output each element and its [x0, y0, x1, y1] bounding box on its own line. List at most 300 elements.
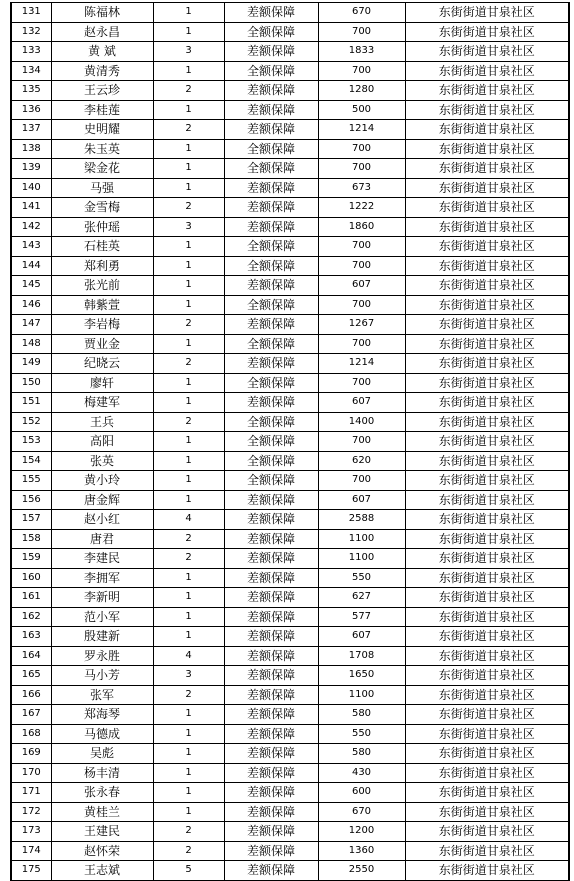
household-size-cell: 1 — [153, 334, 224, 354]
row-number-cell: 167 — [11, 705, 51, 725]
table-row — [11, 3, 569, 23]
table-row — [11, 120, 569, 140]
table-row — [11, 646, 569, 666]
household-size-cell: 1 — [153, 763, 224, 783]
name-cell: 赵怀荣 — [51, 841, 153, 861]
amount-cell: 1708 — [318, 646, 405, 666]
table-row — [11, 627, 569, 647]
table-row — [11, 607, 569, 627]
community-cell: 东街街道甘泉社区 — [405, 607, 569, 627]
row-number-cell: 174 — [11, 841, 51, 861]
community-cell: 东街街道甘泉社区 — [405, 685, 569, 705]
row-number-cell: 160 — [11, 568, 51, 588]
name-cell: 马德成 — [51, 724, 153, 744]
row-number-cell: 175 — [11, 861, 51, 881]
household-size-cell: 1 — [153, 276, 224, 296]
row-number-cell: 163 — [11, 627, 51, 647]
table-row — [11, 139, 569, 159]
table-row — [11, 841, 569, 861]
name-cell: 韩紫萱 — [51, 295, 153, 315]
household-size-cell: 1 — [153, 373, 224, 393]
household-size-cell: 1 — [153, 568, 224, 588]
row-number-cell: 159 — [11, 549, 51, 569]
table-row — [11, 295, 569, 315]
assistance-type-cell: 差额保障 — [224, 861, 318, 881]
household-size-cell: 2 — [153, 315, 224, 335]
community-cell: 东街街道甘泉社区 — [405, 568, 569, 588]
amount-cell: 670 — [318, 3, 405, 23]
amount-cell: 700 — [318, 237, 405, 257]
row-number-cell: 137 — [11, 120, 51, 140]
row-number-cell: 161 — [11, 588, 51, 608]
community-cell: 东街街道甘泉社区 — [405, 354, 569, 374]
name-cell: 黄桂兰 — [51, 802, 153, 822]
amount-cell: 580 — [318, 705, 405, 725]
household-size-cell: 1 — [153, 393, 224, 413]
row-number-cell: 143 — [11, 237, 51, 257]
name-cell: 高阳 — [51, 432, 153, 452]
household-size-cell: 1 — [153, 588, 224, 608]
amount-cell: 1222 — [318, 198, 405, 218]
name-cell: 唐金辉 — [51, 490, 153, 510]
assistance-type-cell: 全额保障 — [224, 412, 318, 432]
amount-cell: 700 — [318, 159, 405, 179]
table-row — [11, 373, 569, 393]
row-number-cell: 154 — [11, 451, 51, 471]
table-row — [11, 510, 569, 530]
row-number-cell: 171 — [11, 783, 51, 803]
amount-cell: 700 — [318, 139, 405, 159]
community-cell: 东街街道甘泉社区 — [405, 451, 569, 471]
assistance-type-cell: 差额保障 — [224, 490, 318, 510]
community-cell: 东街街道甘泉社区 — [405, 198, 569, 218]
community-cell: 东街街道甘泉社区 — [405, 783, 569, 803]
assistance-type-cell: 全额保障 — [224, 471, 318, 491]
row-number-cell: 140 — [11, 178, 51, 198]
row-number-cell: 153 — [11, 432, 51, 452]
table-row — [11, 666, 569, 686]
assistance-type-cell: 差额保障 — [224, 393, 318, 413]
household-size-cell: 3 — [153, 217, 224, 237]
amount-cell: 620 — [318, 451, 405, 471]
amount-cell: 500 — [318, 100, 405, 120]
name-cell: 廖轩 — [51, 373, 153, 393]
name-cell: 李桂莲 — [51, 100, 153, 120]
name-cell: 王兵 — [51, 412, 153, 432]
name-cell: 纪晓云 — [51, 354, 153, 374]
assistance-type-cell: 差额保障 — [224, 178, 318, 198]
community-cell: 东街街道甘泉社区 — [405, 646, 569, 666]
assistance-type-cell: 差额保障 — [224, 217, 318, 237]
table-row — [11, 724, 569, 744]
name-cell: 张军 — [51, 685, 153, 705]
row-number-cell: 156 — [11, 490, 51, 510]
amount-cell: 607 — [318, 627, 405, 647]
assistance-type-cell: 差额保障 — [224, 120, 318, 140]
table-row — [11, 276, 569, 296]
amount-cell: 1860 — [318, 217, 405, 237]
household-size-cell: 2 — [153, 81, 224, 101]
household-size-cell: 1 — [153, 607, 224, 627]
row-number-cell: 162 — [11, 607, 51, 627]
amount-cell: 700 — [318, 22, 405, 42]
table-row — [11, 256, 569, 276]
table-row — [11, 588, 569, 608]
table-row — [11, 178, 569, 198]
assistance-type-cell: 全额保障 — [224, 432, 318, 452]
table-row — [11, 237, 569, 257]
household-size-cell: 1 — [153, 178, 224, 198]
assistance-type-cell: 全额保障 — [224, 373, 318, 393]
row-number-cell: 155 — [11, 471, 51, 491]
household-size-cell: 2 — [153, 841, 224, 861]
household-size-cell: 1 — [153, 802, 224, 822]
table-row — [11, 490, 569, 510]
amount-cell: 1200 — [318, 822, 405, 842]
name-cell: 马强 — [51, 178, 153, 198]
name-cell: 赵小红 — [51, 510, 153, 530]
assistance-type-cell: 差额保障 — [224, 100, 318, 120]
community-cell: 东街街道甘泉社区 — [405, 529, 569, 549]
assistance-type-cell: 差额保障 — [224, 529, 318, 549]
assistance-type-cell: 差额保障 — [224, 510, 318, 530]
community-cell: 东街街道甘泉社区 — [405, 822, 569, 842]
table-row — [11, 705, 569, 725]
community-cell: 东街街道甘泉社区 — [405, 139, 569, 159]
assistance-type-cell: 差额保障 — [224, 3, 318, 23]
community-cell: 东街街道甘泉社区 — [405, 315, 569, 335]
table-row — [11, 549, 569, 569]
table-row — [11, 81, 569, 101]
community-cell: 东街街道甘泉社区 — [405, 490, 569, 510]
row-number-cell: 166 — [11, 685, 51, 705]
amount-cell: 2588 — [318, 510, 405, 530]
table-row — [11, 529, 569, 549]
household-size-cell: 1 — [153, 471, 224, 491]
amount-cell: 1360 — [318, 841, 405, 861]
assistance-type-cell: 全额保障 — [224, 295, 318, 315]
table-row — [11, 22, 569, 42]
row-number-cell: 138 — [11, 139, 51, 159]
name-cell: 郑利勇 — [51, 256, 153, 276]
table-row — [11, 451, 569, 471]
amount-cell: 1267 — [318, 315, 405, 335]
household-size-cell: 2 — [153, 549, 224, 569]
assistance-type-cell: 差额保障 — [224, 81, 318, 101]
community-cell: 东街街道甘泉社区 — [405, 295, 569, 315]
amount-cell: 550 — [318, 724, 405, 744]
assistance-type-cell: 差额保障 — [224, 568, 318, 588]
household-size-cell: 1 — [153, 61, 224, 81]
household-size-cell: 2 — [153, 412, 224, 432]
household-size-cell: 1 — [153, 295, 224, 315]
name-cell: 赵永昌 — [51, 22, 153, 42]
assistance-type-cell: 差额保障 — [224, 627, 318, 647]
name-cell: 梅建军 — [51, 393, 153, 413]
household-size-cell: 1 — [153, 744, 224, 764]
name-cell: 贾业金 — [51, 334, 153, 354]
row-number-cell: 139 — [11, 159, 51, 179]
amount-cell: 1400 — [318, 412, 405, 432]
row-number-cell: 148 — [11, 334, 51, 354]
assistance-type-cell: 差额保障 — [224, 549, 318, 569]
household-size-cell: 1 — [153, 451, 224, 471]
amount-cell: 700 — [318, 432, 405, 452]
name-cell: 李拥军 — [51, 568, 153, 588]
amount-cell: 607 — [318, 490, 405, 510]
assistance-type-cell: 差额保障 — [224, 763, 318, 783]
name-cell: 殷建新 — [51, 627, 153, 647]
household-size-cell: 1 — [153, 159, 224, 179]
assistance-type-cell: 差额保障 — [224, 783, 318, 803]
row-number-cell: 134 — [11, 61, 51, 81]
household-size-cell: 1 — [153, 783, 224, 803]
amount-cell: 430 — [318, 763, 405, 783]
amount-cell: 700 — [318, 373, 405, 393]
community-cell: 东街街道甘泉社区 — [405, 627, 569, 647]
table-row — [11, 315, 569, 335]
assistance-type-cell: 差额保障 — [224, 705, 318, 725]
community-cell: 东街街道甘泉社区 — [405, 178, 569, 198]
row-number-cell: 141 — [11, 198, 51, 218]
amount-cell: 700 — [318, 256, 405, 276]
name-cell: 马小芳 — [51, 666, 153, 686]
row-number-cell: 147 — [11, 315, 51, 335]
community-cell: 东街街道甘泉社区 — [405, 412, 569, 432]
row-number-cell: 135 — [11, 81, 51, 101]
assistance-type-cell: 差额保障 — [224, 802, 318, 822]
amount-cell: 1280 — [318, 81, 405, 101]
row-number-cell: 152 — [11, 412, 51, 432]
name-cell: 陈福林 — [51, 3, 153, 23]
row-number-cell: 149 — [11, 354, 51, 374]
name-cell: 李新明 — [51, 588, 153, 608]
name-cell: 范小军 — [51, 607, 153, 627]
household-size-cell: 1 — [153, 432, 224, 452]
household-size-cell: 1 — [153, 256, 224, 276]
community-cell: 东街街道甘泉社区 — [405, 159, 569, 179]
household-size-cell: 1 — [153, 3, 224, 23]
table-row — [11, 198, 569, 218]
name-cell: 朱玉英 — [51, 139, 153, 159]
assistance-type-cell: 差额保障 — [224, 822, 318, 842]
row-number-cell: 142 — [11, 217, 51, 237]
amount-cell: 673 — [318, 178, 405, 198]
name-cell: 吴彪 — [51, 744, 153, 764]
assistance-type-cell: 差额保障 — [224, 42, 318, 62]
household-size-cell: 1 — [153, 724, 224, 744]
name-cell: 史明耀 — [51, 120, 153, 140]
community-cell: 东街街道甘泉社区 — [405, 432, 569, 452]
assistance-type-cell: 全额保障 — [224, 237, 318, 257]
table-row — [11, 334, 569, 354]
community-cell: 东街街道甘泉社区 — [405, 334, 569, 354]
household-size-cell: 2 — [153, 685, 224, 705]
row-number-cell: 173 — [11, 822, 51, 842]
table-row — [11, 763, 569, 783]
household-size-cell: 2 — [153, 354, 224, 374]
row-number-cell: 145 — [11, 276, 51, 296]
amount-cell: 1100 — [318, 549, 405, 569]
community-cell: 东街街道甘泉社区 — [405, 471, 569, 491]
community-cell: 东街街道甘泉社区 — [405, 373, 569, 393]
household-size-cell: 3 — [153, 42, 224, 62]
assistance-type-cell: 差额保障 — [224, 841, 318, 861]
row-number-cell: 132 — [11, 22, 51, 42]
household-size-cell: 2 — [153, 822, 224, 842]
assistance-type-cell: 差额保障 — [224, 744, 318, 764]
name-cell: 梁金花 — [51, 159, 153, 179]
name-cell: 杨丰清 — [51, 763, 153, 783]
amount-cell: 700 — [318, 61, 405, 81]
community-cell: 东街街道甘泉社区 — [405, 3, 569, 23]
household-size-cell: 1 — [153, 490, 224, 510]
name-cell: 张英 — [51, 451, 153, 471]
row-number-cell: 144 — [11, 256, 51, 276]
assistance-type-cell: 全额保障 — [224, 139, 318, 159]
table-row — [11, 802, 569, 822]
amount-cell: 1100 — [318, 529, 405, 549]
community-cell: 东街街道甘泉社区 — [405, 256, 569, 276]
amount-cell: 550 — [318, 568, 405, 588]
row-number-cell: 131 — [11, 3, 51, 23]
row-number-cell: 164 — [11, 646, 51, 666]
name-cell: 黄小玲 — [51, 471, 153, 491]
household-size-cell: 3 — [153, 666, 224, 686]
table-row — [11, 432, 569, 452]
community-cell: 东街街道甘泉社区 — [405, 666, 569, 686]
table-row — [11, 568, 569, 588]
community-cell: 东街街道甘泉社区 — [405, 393, 569, 413]
assistance-type-cell: 差额保障 — [224, 724, 318, 744]
community-cell: 东街街道甘泉社区 — [405, 120, 569, 140]
name-cell: 李建民 — [51, 549, 153, 569]
community-cell: 东街街道甘泉社区 — [405, 61, 569, 81]
table-row — [11, 217, 569, 237]
community-cell: 东街街道甘泉社区 — [405, 510, 569, 530]
row-number-cell: 151 — [11, 393, 51, 413]
table-body — [11, 3, 569, 881]
row-number-cell: 170 — [11, 763, 51, 783]
amount-cell: 700 — [318, 471, 405, 491]
assistance-type-cell: 全额保障 — [224, 159, 318, 179]
household-size-cell: 1 — [153, 22, 224, 42]
recipient-table — [10, 2, 570, 881]
row-number-cell: 172 — [11, 802, 51, 822]
amount-cell: 1214 — [318, 354, 405, 374]
household-size-cell: 2 — [153, 198, 224, 218]
community-cell: 东街街道甘泉社区 — [405, 549, 569, 569]
row-number-cell: 136 — [11, 100, 51, 120]
household-size-cell: 1 — [153, 100, 224, 120]
assistance-type-cell: 差额保障 — [224, 646, 318, 666]
assistance-type-cell: 差额保障 — [224, 354, 318, 374]
table-row — [11, 471, 569, 491]
community-cell: 东街街道甘泉社区 — [405, 588, 569, 608]
community-cell: 东街街道甘泉社区 — [405, 276, 569, 296]
amount-cell: 670 — [318, 802, 405, 822]
assistance-type-cell: 差额保障 — [224, 276, 318, 296]
assistance-type-cell: 差额保障 — [224, 685, 318, 705]
name-cell: 黄清秀 — [51, 61, 153, 81]
amount-cell: 1214 — [318, 120, 405, 140]
row-number-cell: 168 — [11, 724, 51, 744]
household-size-cell: 1 — [153, 237, 224, 257]
row-number-cell: 169 — [11, 744, 51, 764]
table-row — [11, 861, 569, 881]
name-cell: 李岩梅 — [51, 315, 153, 335]
table-row — [11, 159, 569, 179]
name-cell: 张光前 — [51, 276, 153, 296]
amount-cell: 580 — [318, 744, 405, 764]
community-cell: 东街街道甘泉社区 — [405, 861, 569, 881]
amount-cell: 700 — [318, 295, 405, 315]
row-number-cell: 150 — [11, 373, 51, 393]
community-cell: 东街街道甘泉社区 — [405, 100, 569, 120]
amount-cell: 2550 — [318, 861, 405, 881]
assistance-type-cell: 差额保障 — [224, 198, 318, 218]
community-cell: 东街街道甘泉社区 — [405, 22, 569, 42]
name-cell: 王志斌 — [51, 861, 153, 881]
household-size-cell: 4 — [153, 510, 224, 530]
row-number-cell: 158 — [11, 529, 51, 549]
community-cell: 东街街道甘泉社区 — [405, 744, 569, 764]
name-cell: 黄 斌 — [51, 42, 153, 62]
table-row — [11, 685, 569, 705]
row-number-cell: 133 — [11, 42, 51, 62]
table-row — [11, 100, 569, 120]
name-cell: 王云珍 — [51, 81, 153, 101]
amount-cell: 600 — [318, 783, 405, 803]
community-cell: 东街街道甘泉社区 — [405, 802, 569, 822]
table-row — [11, 783, 569, 803]
amount-cell: 607 — [318, 276, 405, 296]
name-cell: 石桂英 — [51, 237, 153, 257]
name-cell: 王建民 — [51, 822, 153, 842]
name-cell: 张仲瑶 — [51, 217, 153, 237]
assistance-type-cell: 全额保障 — [224, 61, 318, 81]
assistance-type-cell: 全额保障 — [224, 451, 318, 471]
name-cell: 罗永胜 — [51, 646, 153, 666]
row-number-cell: 146 — [11, 295, 51, 315]
amount-cell: 1100 — [318, 685, 405, 705]
assistance-type-cell: 差额保障 — [224, 666, 318, 686]
table-row — [11, 42, 569, 62]
community-cell: 东街街道甘泉社区 — [405, 841, 569, 861]
amount-cell: 1650 — [318, 666, 405, 686]
row-number-cell: 165 — [11, 666, 51, 686]
assistance-type-cell: 全额保障 — [224, 334, 318, 354]
table-row — [11, 822, 569, 842]
assistance-type-cell: 全额保障 — [224, 22, 318, 42]
assistance-type-cell: 差额保障 — [224, 588, 318, 608]
assistance-type-cell: 差额保障 — [224, 315, 318, 335]
community-cell: 东街街道甘泉社区 — [405, 724, 569, 744]
amount-cell: 577 — [318, 607, 405, 627]
household-size-cell: 4 — [153, 646, 224, 666]
name-cell: 郑海琴 — [51, 705, 153, 725]
community-cell: 东街街道甘泉社区 — [405, 705, 569, 725]
table-row — [11, 744, 569, 764]
household-size-cell: 2 — [153, 120, 224, 140]
name-cell: 唐君 — [51, 529, 153, 549]
amount-cell: 700 — [318, 334, 405, 354]
community-cell: 东街街道甘泉社区 — [405, 81, 569, 101]
table-row — [11, 61, 569, 81]
amount-cell: 1833 — [318, 42, 405, 62]
table-row — [11, 412, 569, 432]
household-size-cell: 1 — [153, 627, 224, 647]
